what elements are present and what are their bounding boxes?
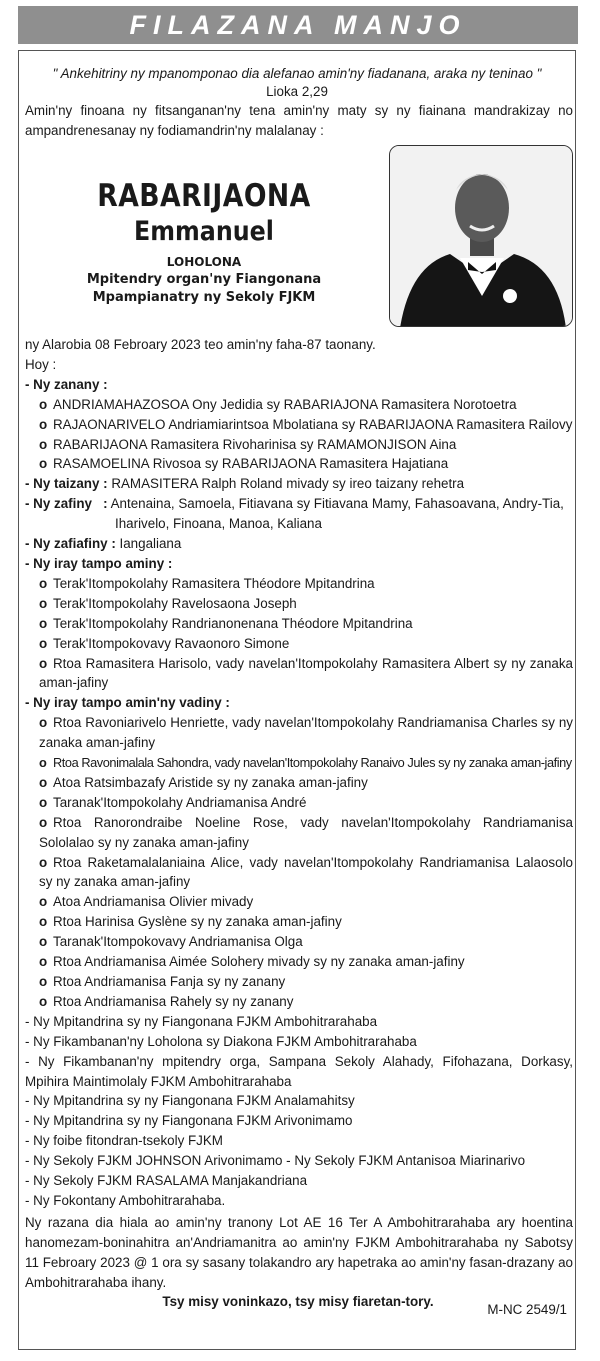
deceased-title-teacher: Mpampianatry ny Sekoly FJKM [92,290,316,305]
list-item: o Terak'Itompokovavy Ravaonoro Simone [39,635,290,651]
deceased-firstname: Emmanuel [134,216,274,247]
list-item: o RAJAONARIVELO Andriamiarintsoa Mbolatiana sy RABARIJAONA Ramasitera Railovy [39,416,573,432]
list-item: o Terak'Itompokolahy Ramasitera Théodore Mpitandrina [39,575,375,591]
deceased-name-block [29,177,379,307]
banner [18,6,578,44]
foster-children-line: - Ny taizany : RAMASITERA Ralph Roland mivady sy ireo taizany rehetra [25,476,465,492]
great-grandchildren-line: - Ny zafiafiny : Iangaliana [25,536,182,552]
list-item: o RABARIJAONA Ramasitera Rivoharinisa sy RAMAMONJISON Aina [39,436,457,452]
organization-line: - Ny Mpitandrina sy ny Fiangonana FJKM Analamahitsy [25,1093,355,1109]
closing-note: Tsy misy voninkazo, tsy misy fiaretan-tory. [162,1294,434,1309]
list-item: o Atoa Ratsimbazafy Aristide sy ny zanaka aman-jafiny [39,774,368,790]
portrait-illustration [390,146,573,327]
spouse-siblings-label: - Ny iray tampo amin'ny vadiny : [25,695,230,711]
hoy-label: Hoy : [25,356,57,372]
deceased-surname: RABARIJAONA [97,178,311,214]
deceased-portrait-photo [389,145,573,327]
list-item: o Rtoa Andriamanisa Aimée Solohery mivady sy ny zanaka aman-jafiny [39,954,465,970]
list-item: o RASAMOELINA Rivosoa sy RABARIJAONA Ramasitera Hajatiana [39,456,449,472]
list-item: o ANDRIAMAHAZOSOA Ony Jedidia sy RABARIAJONA Ramasitera Norotoetra [39,396,517,412]
grandchildren-line: - Ny zafiny : Antenaina, Samoela, Fitiavana sy Fitiavana Mamy, Fahasoavana, Andry-Tia, [25,496,564,512]
banner-title: FILAZANA MANJO [129,9,467,40]
intro-text: Amin'ny finoana ny fitsanganan'ny tena amin'ny maty sy ny fiainana mandrakizay no ampandrenesanay ny fodiamandrin'ny malalanay : [25,103,573,138]
deceased-title-organist: Mpitendry organ'ny Fiangonana [86,272,322,287]
list-item: o Terak'Itompokolahy Ravelosaona Joseph [39,595,297,611]
organization-line: - Ny Fikambanan'ny mpitendry orga, Sampana Sekoly Alahady, Fifohazana, Dorkasy, Mpihira Maintimolaly FJKM Ambohitrarahaba [25,1053,573,1089]
list-item: o Rtoa Ramasitera Harisolo, vady navelan'Itompokolahy Ramasitera Albert sy ny zanaka aman-jafiny [39,655,573,691]
children-label: - Ny zanany : [25,376,108,392]
notice-reference: M-NC 2549/1 [487,1302,567,1317]
list-item: o Atoa Andriamanisa Olivier mivady [39,894,254,910]
grandchildren-line-2: Iharivelo, Finoana, Manoa, Kaliana [115,516,322,532]
list-item: o Rtoa Harinisa Gyslène sy ny zanaka aman-jafiny [39,914,342,930]
funeral-arrangements: Ny razana dia hiala ao amin'ny tranony Lot AE 16 Ter A Ambohitrarahaba ary hoentina hanomezam-boninahitra an'Andriamanitra ao amin'ny FJKM Ambohitrarahaba ny Sabotsy 11 Febroary 2023 @ 1 ora sy sasany tolakandro ary hapetraka ao amin'ny fasan-drazany ao Ambohitrarahaba ihany. [25,1215,573,1290]
list-item: o Rtoa Ranorondraibe Noeline Rose, vady navelan'Itompokolahy Randriamanisa Sololalao sy ny zanaka aman-jafiny [39,814,573,850]
list-item: o Terak'Itompokolahy Randrianonenana Théodore Mpitandrina [39,615,413,631]
list-item: o Rtoa Andriamanisa Rahely sy ny zanany [39,993,294,1009]
deceased-title-loholona: LOHOLONA [166,255,242,269]
death-line: ny Alarobia 08 Febroary 2023 teo amin'ny faha-87 taonany. [25,337,376,352]
notice-body [25,335,573,1211]
list-item: o Rtoa Ravoniarivelo Henriette, vady navelan'Itompokolahy Randriamanisa Charles sy ny zanaka aman-jafiny [39,715,573,751]
list-item: o Rtoa Raketamalalaniaina Alice, vady navelan'Itompokolahy Randriamanisa Lalaosolo sy ny zanaka aman-jafiny [39,854,573,890]
organization-line: - Ny Fokontany Ambohitrarahaba. [25,1192,226,1208]
list-item: o Rtoa Ravonimalala Sahondra, vady navelan'Itompokolahy Ranaivo Jules sy ny zanaka aman-jafiny [39,755,572,771]
siblings-label: - Ny iray tampo aminy : [25,555,173,571]
list-item: o Taranak'Itompokovavy Andriamanisa Olga [39,934,303,950]
organization-line: - Ny Mpitandrina sy ny Fiangonana FJKM Ambohitrarahaba [25,1013,378,1029]
organization-line: - Ny Fikambanan'ny Loholona sy Diakona FJKM Ambohitrarahaba [25,1033,417,1049]
list-item: o Taranak'Itompokolahy Andriamanisa André [39,794,307,810]
organization-line: - Ny Sekoly FJKM JOHNSON Arivonimamo - Ny Sekoly FJKM Antanisoa Miarinarivo [25,1153,526,1169]
bible-reference: Lioka 2,29 [266,84,328,99]
bible-quote: " Ankehitriny ny mpanomponao dia alefanao amin'ny fiadanana, araka ny teninao " [52,66,542,81]
organization-line: - Ny Mpitandrina sy ny Fiangonana FJKM Arivonimamo [25,1113,353,1129]
obituary-notice [18,6,578,1351]
list-item: o Rtoa Andriamanisa Fanja sy ny zanany [39,974,286,989]
notice-frame [18,50,576,1350]
organization-line: - Ny Sekoly FJKM RASALAMA Manjakandriana [25,1173,308,1189]
organization-line: - Ny foibe fitondran-tsekoly FJKM [25,1133,223,1149]
